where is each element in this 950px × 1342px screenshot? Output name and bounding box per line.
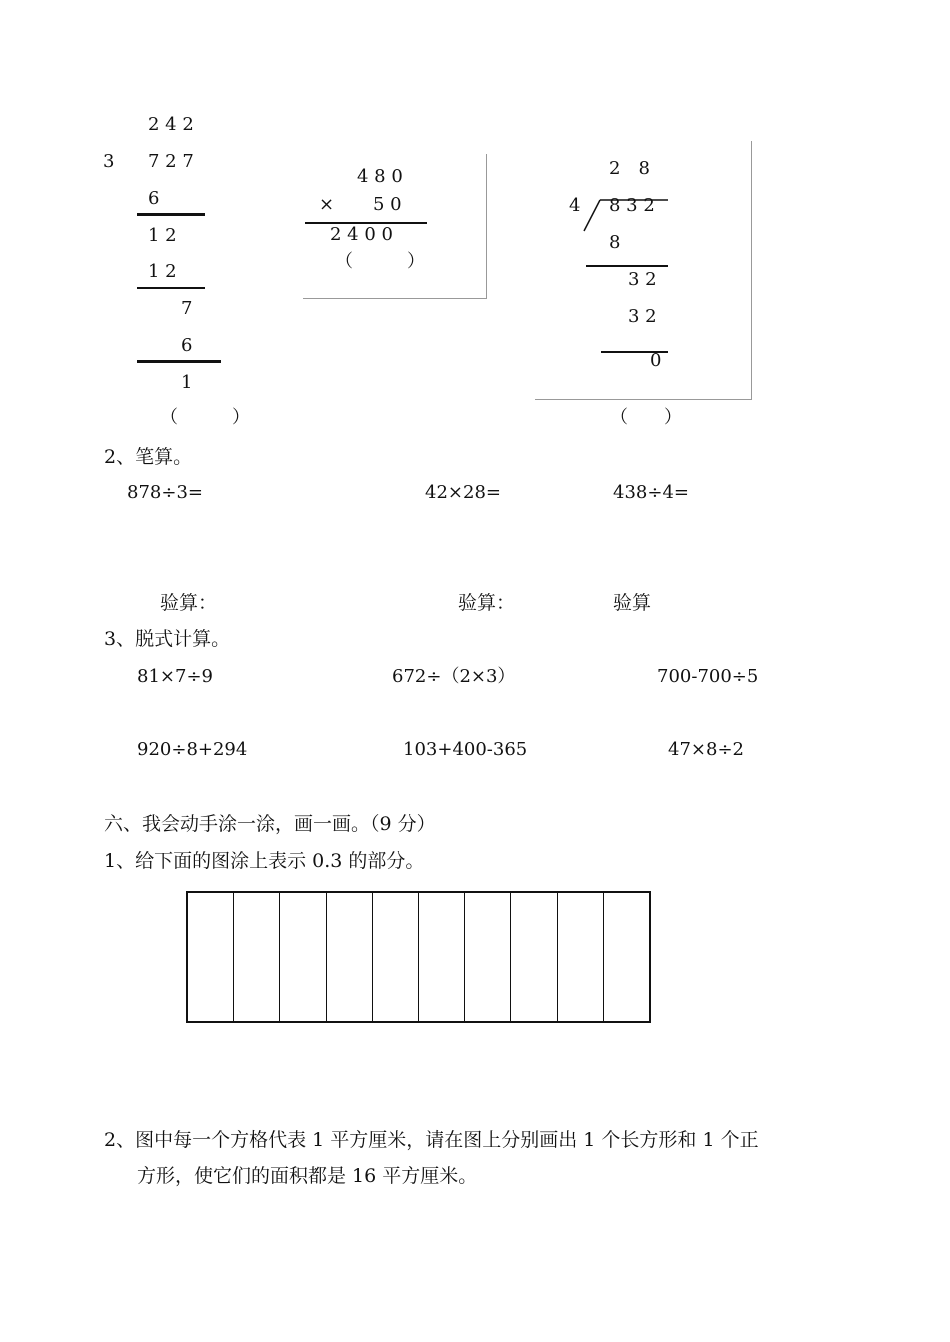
question-6-2-line1: 2、图中每一个方格代表 1 平方厘米，请在图上分别画出 1 个长方形和 1 个正 — [104, 1129, 759, 1151]
grid-cell[interactable] — [465, 893, 511, 1021]
grid-cell[interactable] — [604, 893, 649, 1021]
written-calc-2: 42×28= — [425, 482, 501, 503]
grid-cell[interactable] — [558, 893, 604, 1021]
step-c-4: 0 — [650, 350, 662, 371]
answer-paren-c: （ ） — [610, 407, 682, 428]
rule-c-1 — [586, 265, 668, 267]
times-sign-b: × — [319, 194, 335, 215]
step-a-1: 6 — [148, 188, 160, 209]
answer-paren-a: （ ） — [160, 407, 250, 428]
step-c-2: 3 2 — [628, 269, 657, 290]
dividend-a: 7 2 7 — [148, 151, 194, 172]
grid-cell[interactable] — [188, 893, 234, 1021]
section-2-heading: 2、笔算。 — [104, 446, 193, 468]
factor-b-bottom: 5 0 — [373, 194, 402, 215]
step-a-3: 1 2 — [148, 261, 177, 282]
expr-1-2: 672÷（2×3） — [392, 666, 516, 687]
divisor-a: 3 — [103, 151, 115, 172]
grid-cell[interactable] — [511, 893, 557, 1021]
grid-cell[interactable] — [280, 893, 326, 1021]
expr-2-1: 920÷8+294 — [137, 739, 248, 760]
check-label-1: 验算： — [160, 592, 218, 614]
section-3-heading: 3、脱式计算。 — [104, 628, 231, 650]
product-b: 2 4 0 0 — [330, 224, 393, 245]
factor-b-top: 4 8 0 — [357, 166, 403, 187]
expr-2-3: 47×8÷2 — [668, 739, 744, 760]
check-label-3: 验算 — [613, 592, 652, 614]
frame-c-bottom — [535, 399, 752, 400]
section-6-heading: 六、我会动手涂一涂，画一画。（9 分） — [104, 813, 436, 835]
written-calc-3: 438÷4= — [613, 482, 689, 503]
question-6-2-line2: 方形，使它们的面积都是 16 平方厘米。 — [137, 1165, 478, 1187]
grid-cell[interactable] — [373, 893, 419, 1021]
grid-cell[interactable] — [234, 893, 280, 1021]
step-a-4: 7 — [181, 298, 193, 319]
answer-paren-b: （ ） — [335, 251, 425, 272]
rule-a-2 — [137, 287, 205, 289]
step-a-5: 6 — [181, 335, 193, 356]
frame-c-right — [751, 141, 752, 400]
expr-1-1: 81×7÷9 — [137, 666, 213, 687]
step-a-2: 1 2 — [148, 225, 177, 246]
dividend-c: 8 3 2 — [609, 195, 655, 216]
frame-b-bottom — [303, 298, 487, 299]
step-c-3: 3 2 — [628, 306, 657, 327]
check-label-2: 验算： — [458, 592, 516, 614]
rule-a-3 — [137, 360, 221, 363]
quotient-c: 2 8 — [609, 158, 650, 179]
divisor-c: 4 — [569, 195, 581, 216]
question-6-1: 1、给下面的图涂上表示 0.3 的部分。 — [104, 850, 425, 872]
written-calc-1: 878÷3= — [127, 482, 203, 503]
step-c-1: 8 — [609, 232, 621, 253]
grid-cell[interactable] — [327, 893, 373, 1021]
rule-a-1 — [137, 213, 205, 216]
step-a-6: 1 — [181, 372, 193, 393]
shading-grid[interactable] — [186, 891, 651, 1023]
expr-1-3: 700-700÷5 — [657, 666, 759, 687]
quotient-a: 2 4 2 — [148, 114, 194, 135]
grid-cell[interactable] — [419, 893, 465, 1021]
frame-b-right — [486, 154, 487, 299]
expr-2-2: 103+400-365 — [403, 739, 528, 760]
